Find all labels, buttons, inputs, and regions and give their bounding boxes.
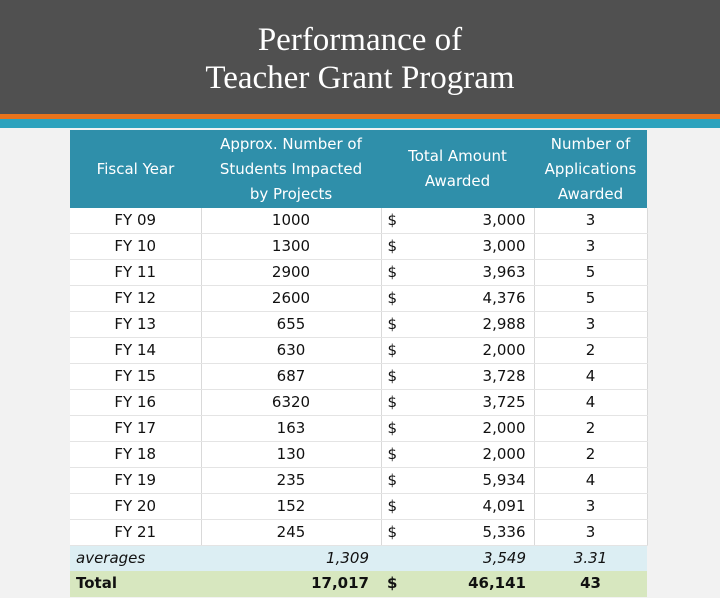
table-row (70, 208, 647, 234)
row-students: 6320 (201, 390, 381, 416)
row-students: 163 (201, 416, 381, 442)
row-applications: 3 (534, 494, 647, 520)
row-students: 1000 (201, 208, 381, 234)
row-fiscal-year: FY 11 (70, 260, 201, 286)
table-row (70, 338, 647, 364)
row-currency: $ (381, 442, 407, 468)
row-students: 2900 (201, 260, 381, 286)
row-fiscal-year: FY 12 (70, 286, 201, 312)
averages-row (70, 546, 647, 572)
row-students: 2600 (201, 286, 381, 312)
averages-apps: 3.31 (534, 546, 647, 572)
teal-divider (0, 119, 720, 128)
slide-title-bar (0, 0, 720, 114)
row-students: 152 (201, 494, 381, 520)
row-fiscal-year: FY 18 (70, 442, 201, 468)
grant-performance-table (70, 130, 648, 597)
row-fiscal-year: FY 16 (70, 390, 201, 416)
row-students: 130 (201, 442, 381, 468)
row-fiscal-year: FY 15 (70, 364, 201, 390)
row-amount: 3,728 (407, 364, 534, 390)
header-apps-line: Applications (544, 159, 637, 178)
row-amount: 4,091 (407, 494, 534, 520)
row-amount: 2,000 (407, 338, 534, 364)
table-row (70, 390, 647, 416)
table-row (70, 364, 647, 390)
row-fiscal-year: FY 21 (70, 520, 201, 546)
table-row (70, 520, 647, 546)
header-applications-awarded (534, 130, 647, 208)
row-fiscal-year: FY 20 (70, 494, 201, 520)
row-students: 1300 (201, 234, 381, 260)
averages-students: 1,309 (201, 546, 381, 572)
row-amount: 3,000 (407, 208, 534, 234)
row-applications: 2 (534, 338, 647, 364)
header-students-impacted (201, 130, 381, 208)
row-applications: 2 (534, 416, 647, 442)
header-total-amount (381, 130, 534, 208)
row-applications: 4 (534, 390, 647, 416)
header-students-line: Approx. Number of (220, 134, 362, 153)
row-students: 655 (201, 312, 381, 338)
averages-label: averages (70, 546, 201, 572)
header-fiscal-year: Fiscal Year (70, 130, 201, 208)
row-currency: $ (381, 364, 407, 390)
row-currency: $ (381, 312, 407, 338)
averages-amount: 3,549 (407, 546, 534, 572)
row-currency: $ (381, 234, 407, 260)
total-students: 17,017 (201, 571, 381, 597)
row-fiscal-year: FY 19 (70, 468, 201, 494)
row-applications: 5 (534, 286, 647, 312)
row-currency: $ (381, 260, 407, 286)
title-line-1: Performance of (257, 22, 463, 58)
row-applications: 3 (534, 520, 647, 546)
row-students: 245 (201, 520, 381, 546)
row-amount: 4,376 (407, 286, 534, 312)
row-students: 687 (201, 364, 381, 390)
row-fiscal-year: FY 10 (70, 234, 201, 260)
total-amount: 46,141 (407, 571, 534, 597)
header-apps-line: Number of (550, 134, 631, 153)
row-currency: $ (381, 416, 407, 442)
row-applications: 5 (534, 260, 647, 286)
row-students: 235 (201, 468, 381, 494)
header-apps-line: Awarded (557, 184, 624, 203)
row-currency: $ (381, 494, 407, 520)
table-row (70, 286, 647, 312)
table-row (70, 442, 647, 468)
header-amount-line: Awarded (424, 172, 491, 190)
row-currency: $ (381, 286, 407, 312)
table-row (70, 234, 647, 260)
row-fiscal-year: FY 09 (70, 208, 201, 234)
table-body (70, 208, 647, 546)
table-row (70, 260, 647, 286)
row-amount: 2,988 (407, 312, 534, 338)
total-row (70, 571, 647, 597)
header-students-line: Students Impacted (219, 159, 363, 178)
row-fiscal-year: FY 17 (70, 416, 201, 442)
header-amount-line: Total Amount (408, 147, 507, 165)
total-apps: 43 (534, 571, 647, 597)
row-amount: 2,000 (407, 442, 534, 468)
row-applications: 4 (534, 364, 647, 390)
row-amount: 5,934 (407, 468, 534, 494)
row-applications: 2 (534, 442, 647, 468)
table-header-row (70, 130, 647, 208)
row-students: 630 (201, 338, 381, 364)
total-currency: $ (381, 571, 407, 597)
row-applications: 3 (534, 208, 647, 234)
header-students-line: by Projects (249, 184, 333, 203)
row-amount: 5,336 (407, 520, 534, 546)
row-amount: 3,963 (407, 260, 534, 286)
row-currency: $ (381, 468, 407, 494)
row-fiscal-year: FY 13 (70, 312, 201, 338)
averages-currency-blank (381, 546, 407, 572)
row-applications: 4 (534, 468, 647, 494)
row-currency: $ (381, 208, 407, 234)
table-row (70, 416, 647, 442)
row-amount: 2,000 (407, 416, 534, 442)
table-row (70, 312, 647, 338)
row-amount: 3,725 (407, 390, 534, 416)
table-row (70, 494, 647, 520)
row-currency: $ (381, 338, 407, 364)
title-line-2: Teacher Grant Program (205, 60, 515, 96)
row-amount: 3,000 (407, 234, 534, 260)
row-currency: $ (381, 520, 407, 546)
row-fiscal-year: FY 14 (70, 338, 201, 364)
table-row (70, 468, 647, 494)
total-label: Total (70, 571, 201, 597)
row-currency: $ (381, 390, 407, 416)
row-applications: 3 (534, 234, 647, 260)
row-applications: 3 (534, 312, 647, 338)
